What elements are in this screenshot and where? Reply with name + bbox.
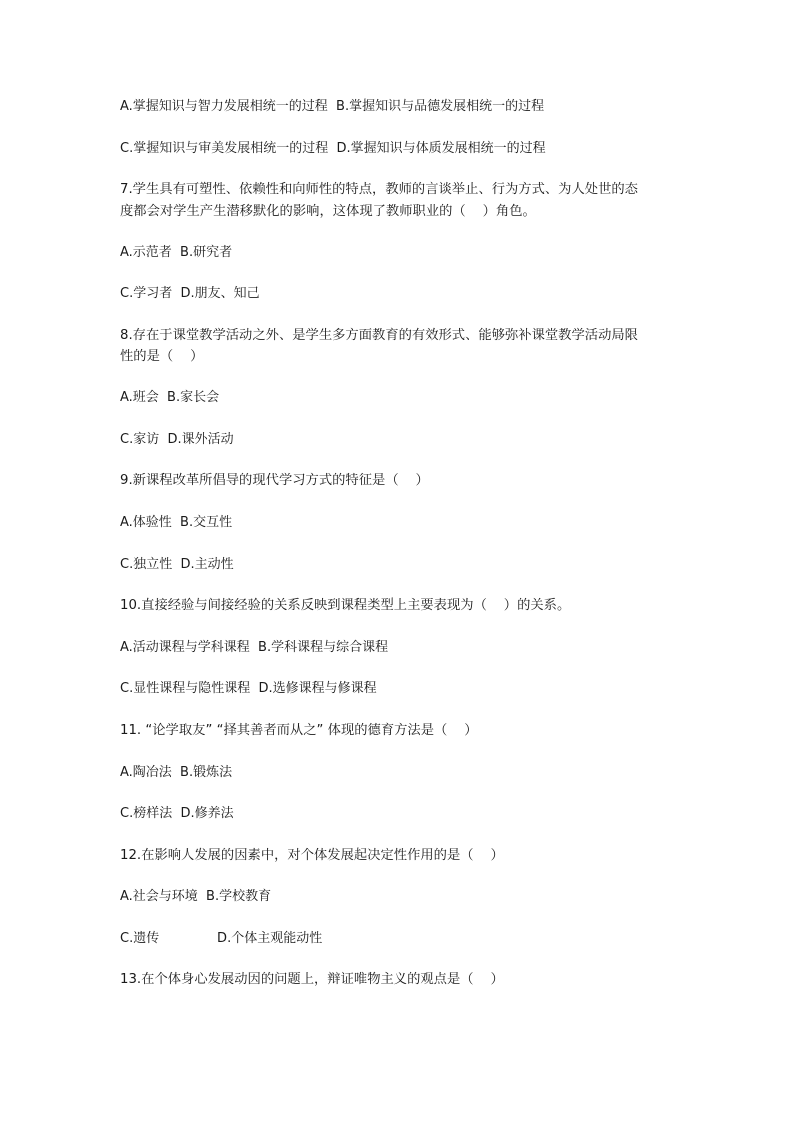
q12-options-ab: A.社会与环境 B.学校教育: [120, 889, 272, 904]
q10-options-ab: A.活动课程与学科课程 B.学科课程与综合课程: [120, 640, 389, 655]
q11-options-cd: C.榜样法 D.修养法: [120, 806, 234, 821]
q9-options-ab: A.体验性 B.交互性: [120, 515, 233, 530]
q10-stem: 10.直接经验与间接经验的关系反映到课程类型上主要表现为（ ）的关系。: [120, 598, 571, 613]
q6-options-ab: A.掌握知识与智力发展相统一的过程 B.掌握知识与品德发展相统一的过程: [120, 99, 545, 114]
q7-stem-line1: 7.学生具有可塑性、依赖性和向师性的特点，教师的言谈举止、行为方式、为人处世的态: [120, 182, 638, 197]
q12-options-cd: C.遗传 D.个体主观能动性: [120, 931, 323, 946]
q8-options-cd: C.家访 D.课外活动: [120, 432, 234, 447]
q10-options-cd: C.显性课程与隐性课程 D.选修课程与修课程: [120, 681, 377, 696]
q7-stem-line2: 度都会对学生产生潜移默化的影响，这体现了教师职业的（ ）角色。: [120, 204, 536, 219]
q8-stem-line2: 性的是（ ）: [120, 349, 204, 364]
q9-options-cd: C.独立性 D.主动性: [120, 557, 234, 572]
q11-stem: 11. “论学取友” “择其善者而从之” 体现的德育方法是（ ）: [120, 723, 478, 738]
q8-stem-line1: 8.存在于课堂教学活动之外、是学生多方面教育的有效形式、能够弥补课堂教学活动局限: [120, 328, 638, 343]
q7-options-ab: A.示范者 B.研究者: [120, 245, 233, 260]
q11-options-ab: A.陶冶法 B.锻炼法: [120, 765, 233, 780]
q6-options-cd: C.掌握知识与审美发展相统一的过程 D.掌握知识与体质发展相统一的过程: [120, 141, 546, 156]
q7-options-cd: C.学习者 D.朋友、知己: [120, 286, 260, 301]
q9-stem: 9.新课程改革所倡导的现代学习方式的特征是（ ）: [120, 473, 429, 488]
q12-stem: 12.在影响人发展的因素中，对个体发展起决定性作用的是（ ）: [120, 848, 504, 863]
q8-options-ab: A.班会 B.家长会: [120, 390, 220, 405]
q13-stem: 13.在个体身心发展动因的问题上，辩证唯物主义的观点是（ ）: [120, 972, 504, 987]
